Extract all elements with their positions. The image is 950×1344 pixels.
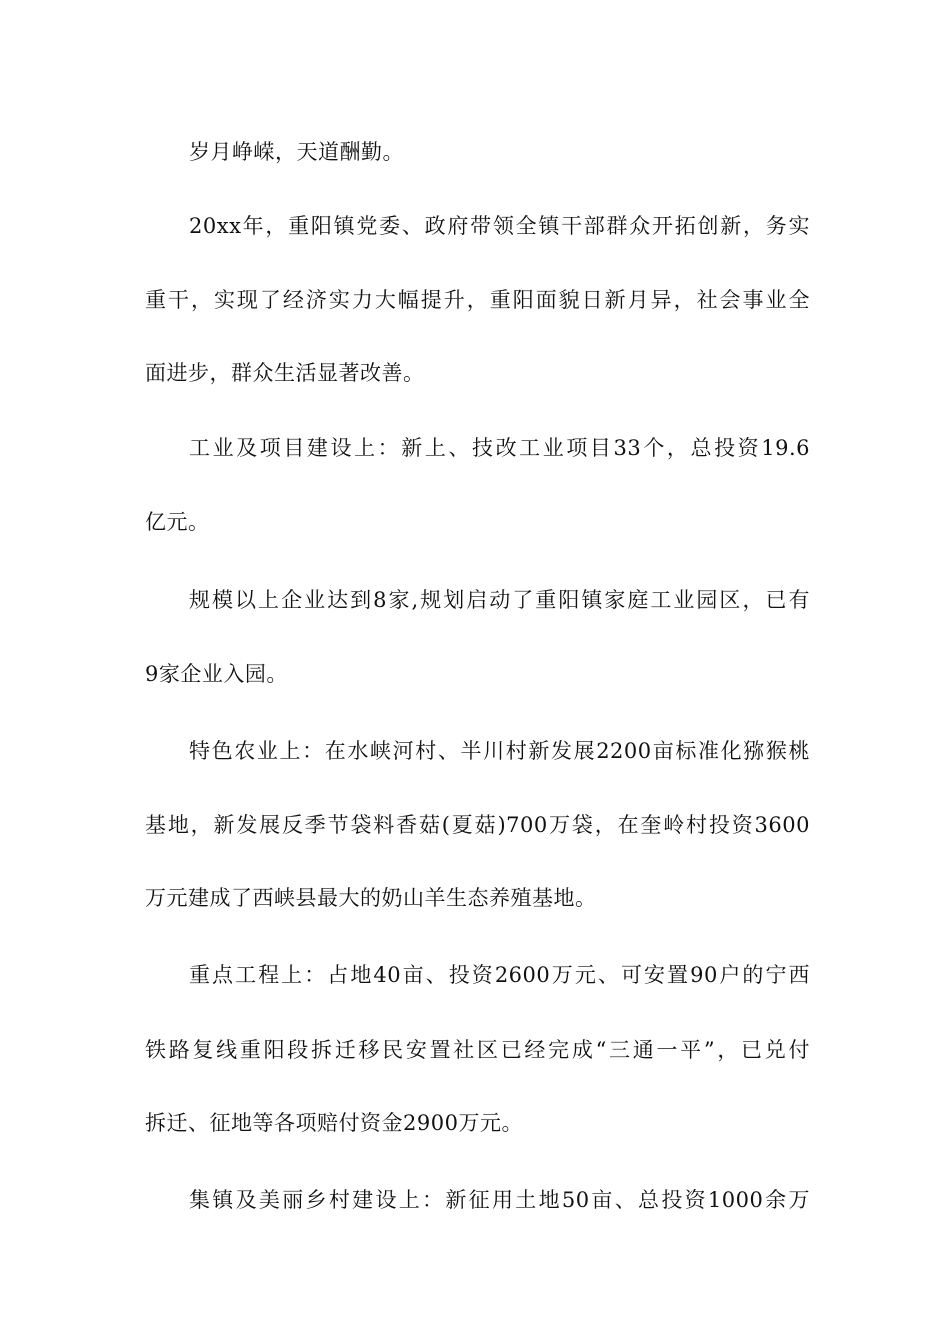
paragraph-3-line-2: 亿元。 xyxy=(145,510,210,534)
paragraph-3-line-1: 工业及项目建设上：新上、技改工业项目33个，总投资19.6 xyxy=(189,436,810,460)
paragraph-4-line-2: 9家企业入园。 xyxy=(145,662,288,686)
paragraph-6-line-3: 拆迁、征地等各项赔付资金2900万元。 xyxy=(145,1111,523,1135)
paragraph-6-line-2: 铁路复线重阳段拆迁移民安置社区已经完成“三通一平”，已兑付 xyxy=(145,1038,810,1062)
paragraph-2-line-2: 重干，实现了经济实力大幅提升，重阳面貌日新月异，社会事业全 xyxy=(145,288,810,312)
paragraph-4-line-1: 规模以上企业达到8家,规划启动了重阳镇家庭工业园区，已有 xyxy=(189,588,810,612)
paragraph-2-line-3: 面进步，群众生活显著改善。 xyxy=(145,361,425,385)
paragraph-7-line-1: 集镇及美丽乡村建设上：新征用土地50亩、总投资1000余万 xyxy=(189,1188,810,1212)
paragraph-6-line-1: 重点工程上：占地40亩、投资2600万元、可安置90户的宁西 xyxy=(189,963,810,987)
paragraph-5-line-1: 特色农业上：在水峡河村、半川村新发展2200亩标准化猕猴桃 xyxy=(189,739,810,763)
paragraph-5-line-3: 万元建成了西峡县最大的奶山羊生态养殖基地。 xyxy=(145,886,597,910)
paragraph-5-line-2: 基地，新发展反季节袋料香菇(夏菇)700万袋，在奎岭村投资3600 xyxy=(145,813,810,837)
paragraph-1-line-1: 岁月峥嵘，天道酬勤。 xyxy=(189,140,404,164)
paragraph-2-line-1: 20xx年，重阳镇党委、政府带领全镇干部群众开拓创新，务实 xyxy=(189,214,810,238)
